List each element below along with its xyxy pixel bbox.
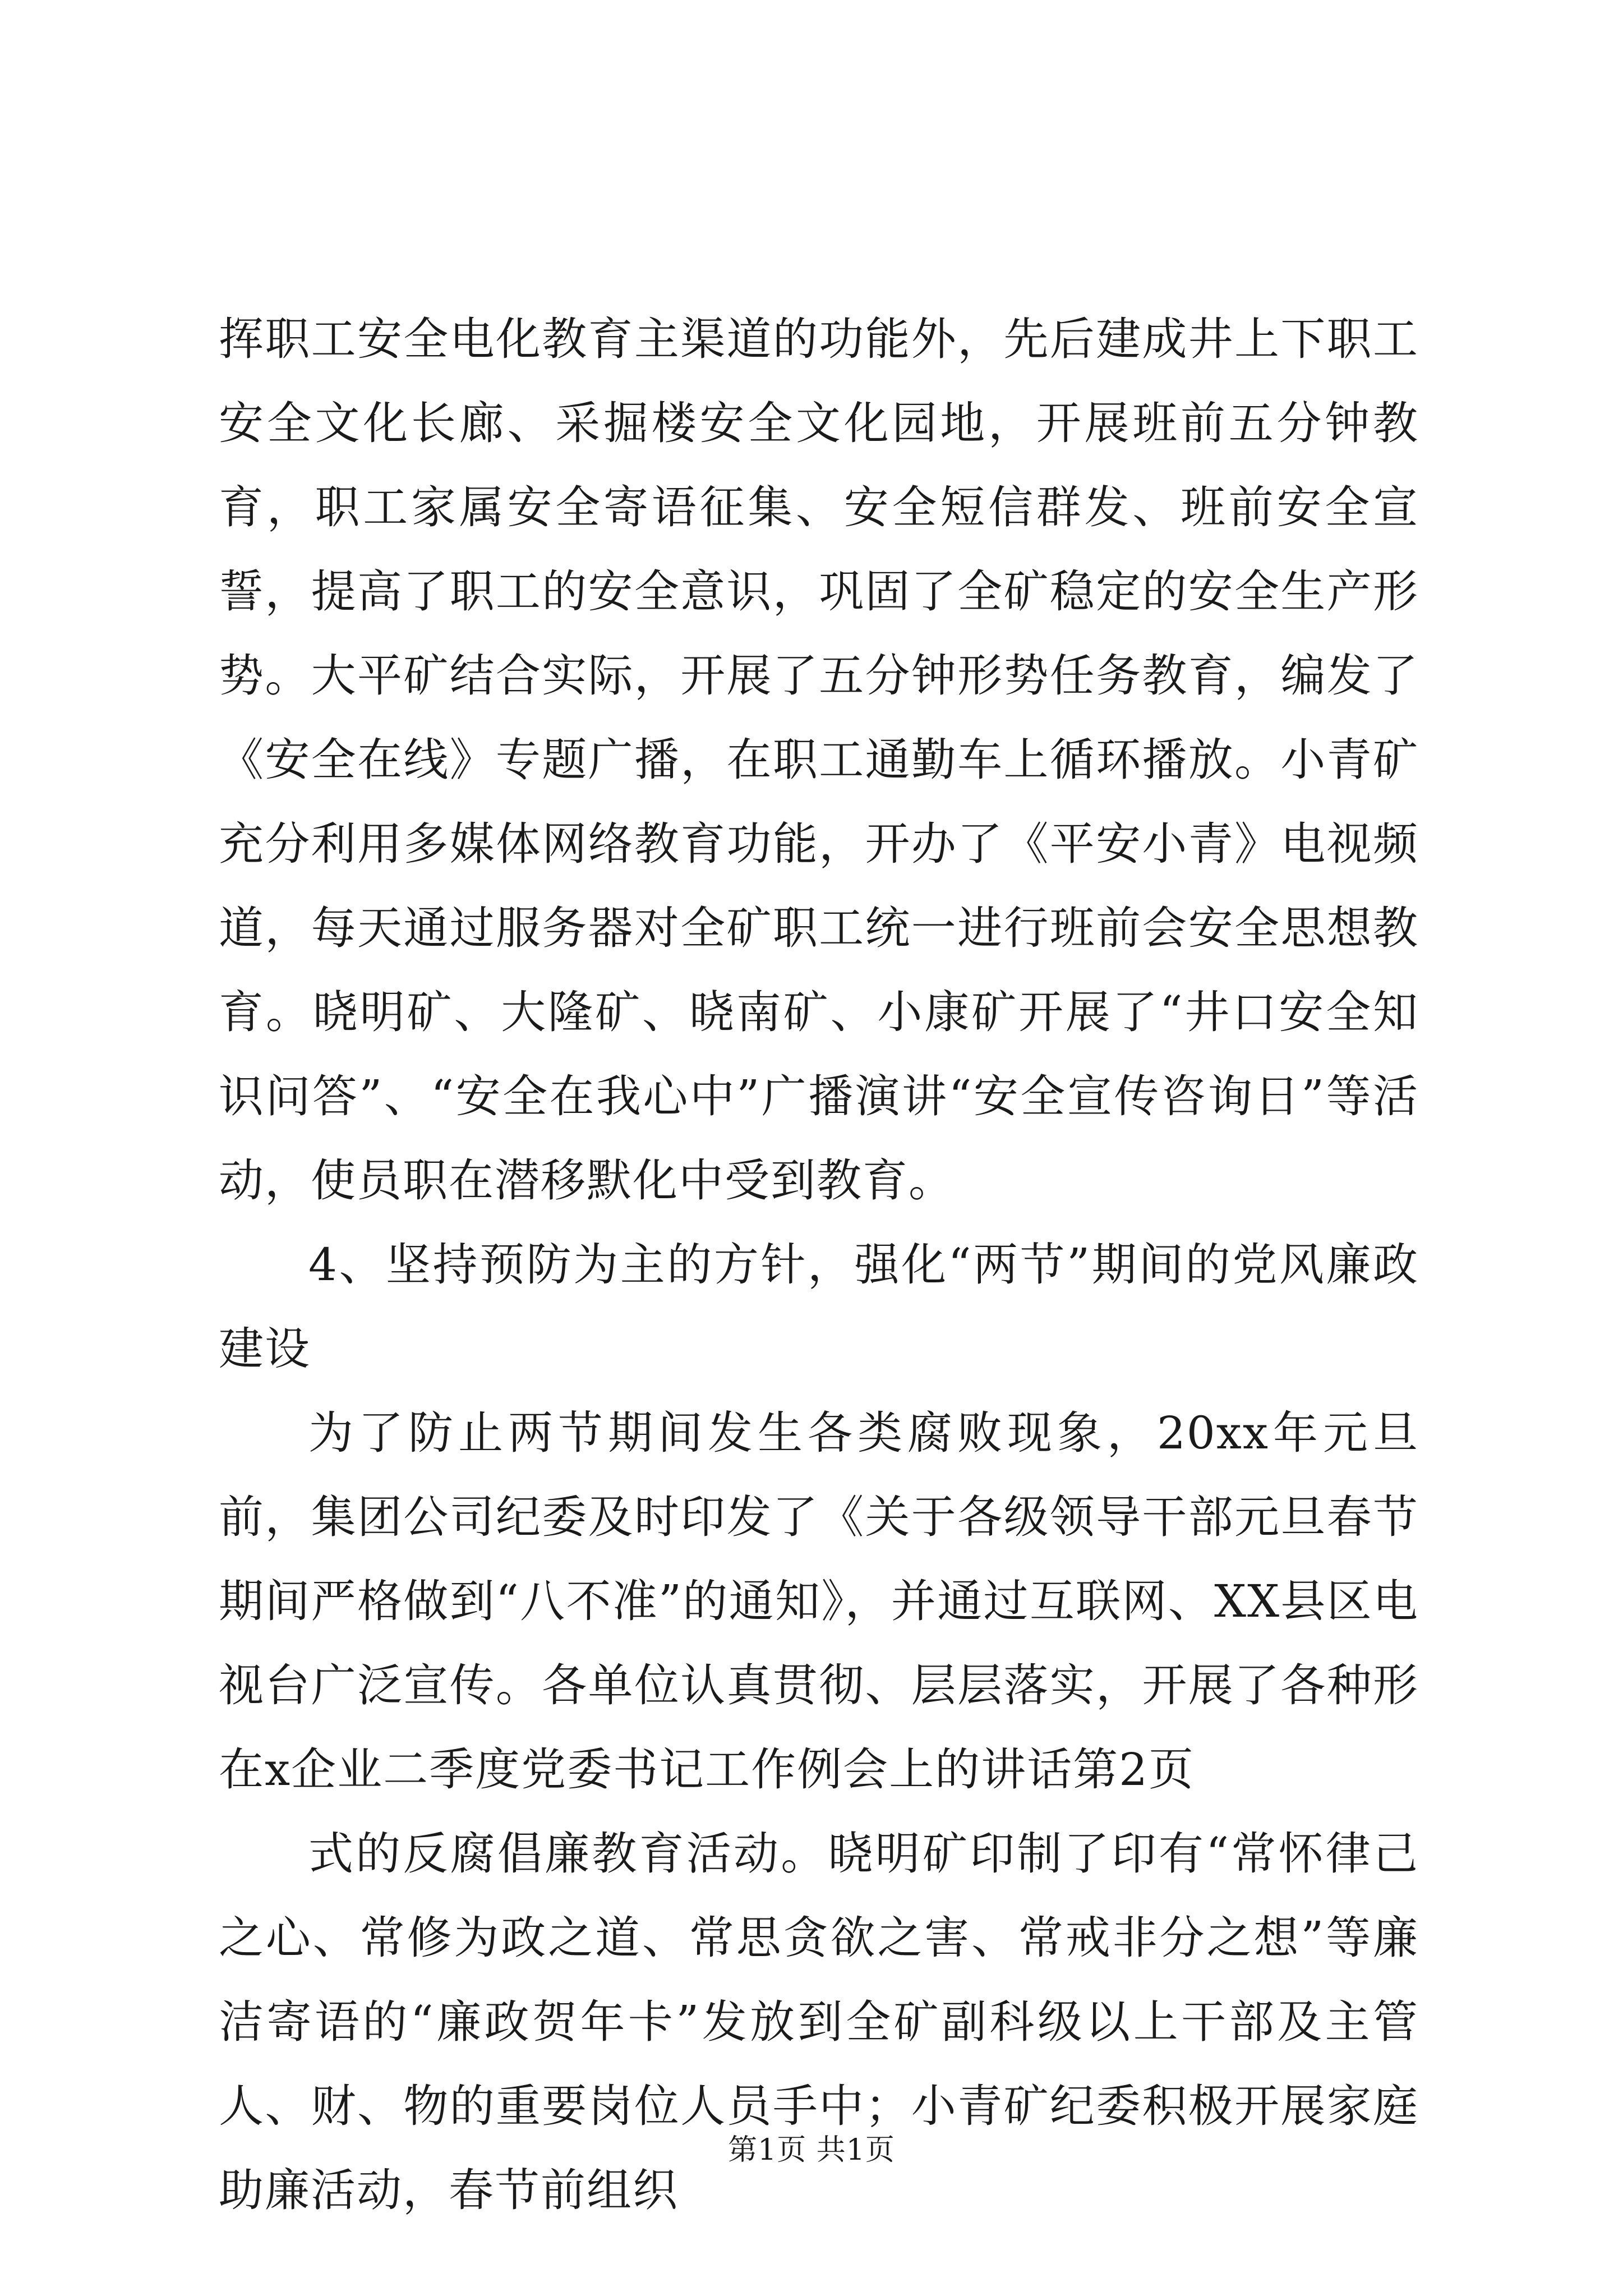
document-body [219,297,1419,2233]
paragraph-anti-corruption: 为了防止两节期间发生各类腐败现象，20xx年元旦前，集团公司纪委及时印发了《关于各级领导干部元旦春节期间严格做到“八不准”的通知》，并通过互联网、XX县区电视台广泛宣传。各单位认真贯彻、层层落实，开展了各种形在x企业二季度党委书记工作例会上的讲话第2页 [219,1407,1419,1796]
paragraph-integrity-activities: 式的反腐倡廉教育活动。晓明矿印制了印有“常怀律己之心、常修为政之道、常思贪欲之害、常戒非分之想”等廉洁寄语的“廉政贺年卡”发放到全矿副科级以上干部及主管人、财、物的重要岗位人员手中；小青矿纪委积极开展家庭助廉活动，春节前组织 [219,1828,1419,2216]
paragraph-safety-education: 挥职工安全电化教育主渠道的功能外，先后建成井上下职工安全文化长廊、采掘楼安全文化园地，开展班前五分钟教育，职工家属安全寄语征集、安全短信群发、班前安全宣誓，提高了职工的安全意识，巩固了全矿稳定的安全生产形势。大平矿结合实际，开展了五分钟形势任务教育，编发了《安全在线》专题广播，在职工通勤车上循环播放。小青矿充分利用多媒体网络教育功能，开办了《平安小青》电视频道，每天通过服务器对全矿职工统一进行班前会安全思想教育。晓明矿、大隆矿、晓南矿、小康矿开展了“井口安全知识问答”、“安全在我心中”广播演讲“安全宣传咨询日”等活动，使员职在潜移默化中受到教育。 [219,313,1419,1207]
page-footer: 第1页 共1页 [728,2133,895,2167]
section-heading-4: 4、坚持预防为主的方针，强化“两节”期间的党风廉政建设 [219,1239,1419,1375]
